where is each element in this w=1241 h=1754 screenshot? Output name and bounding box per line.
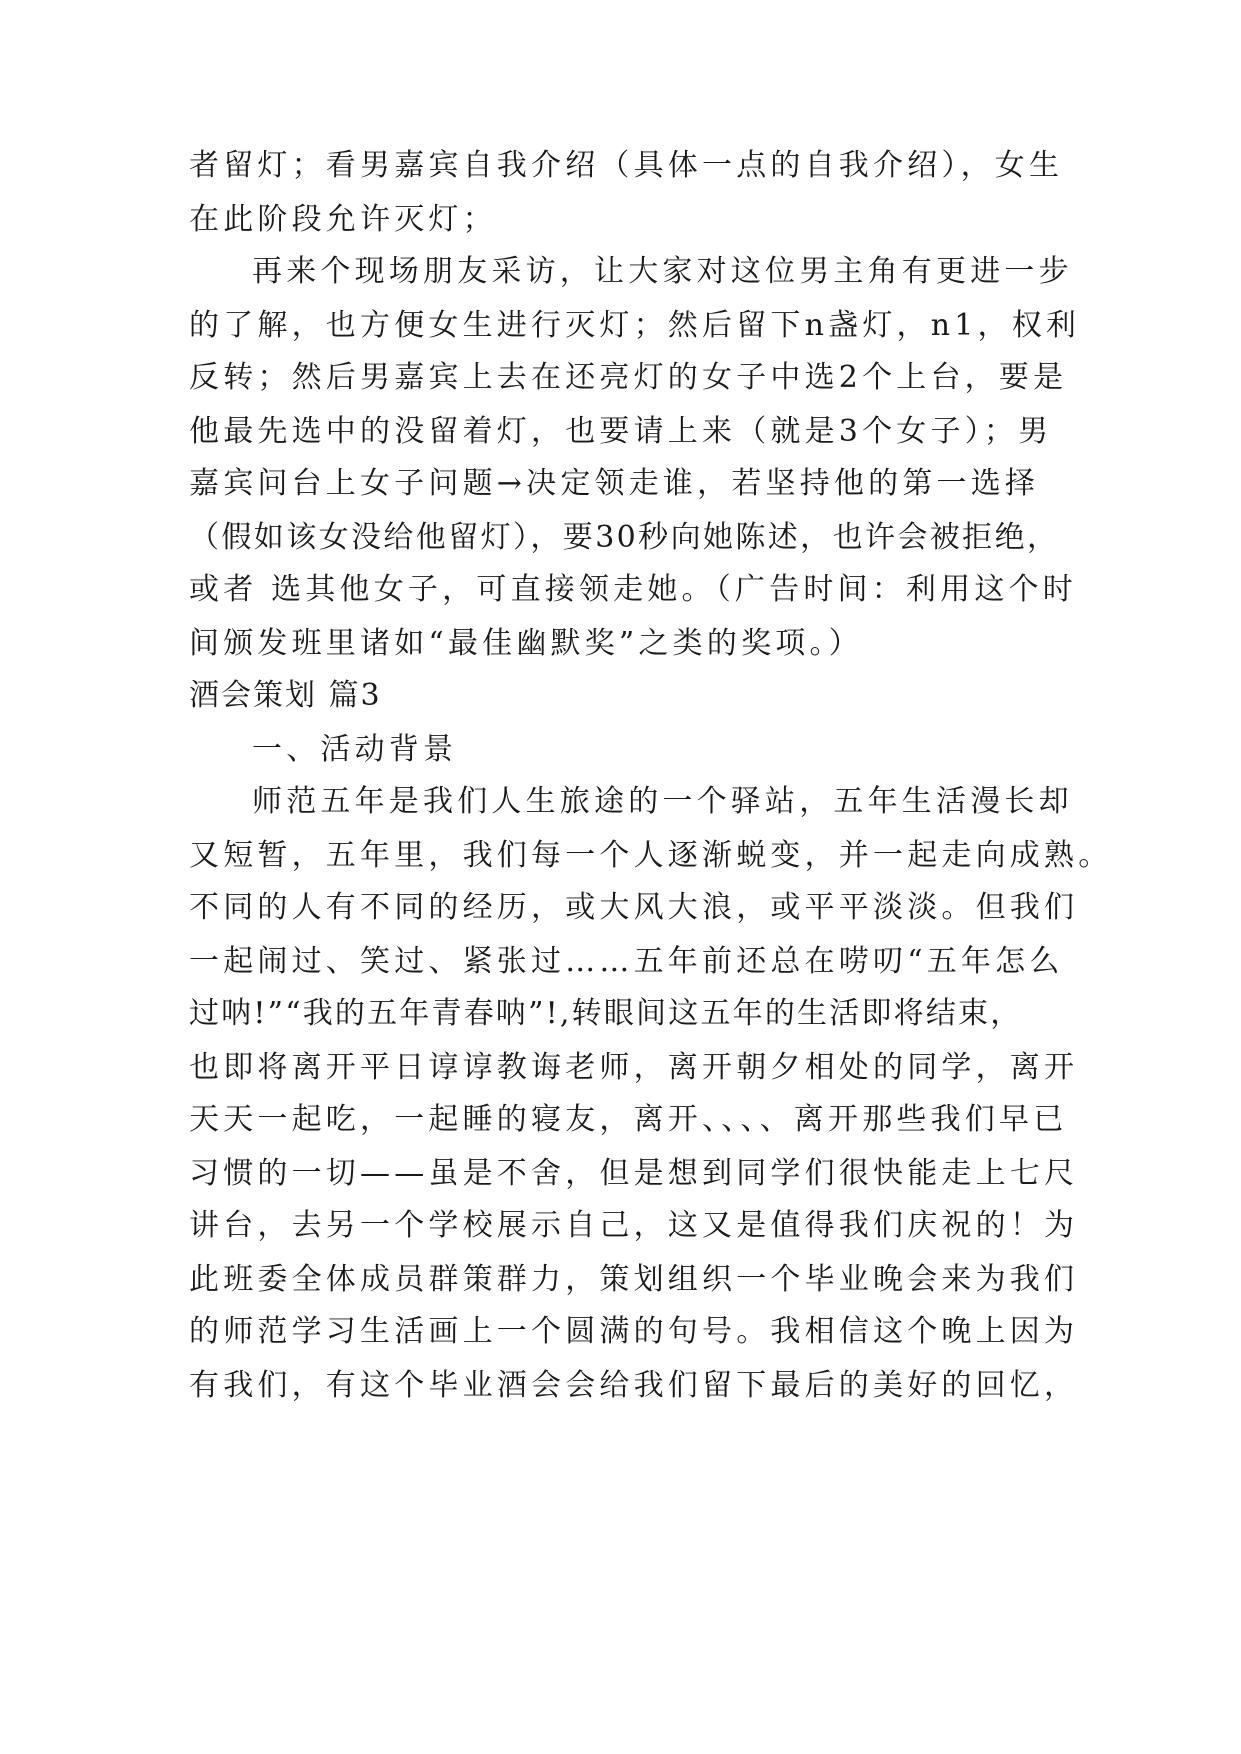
paragraph-3-line-4: 一起闹过、笑过、紧张过……五年前还总在唠叨“五年怎么 (189, 944, 1064, 979)
paragraph-2-line-8: 间颁发班里诸如“最佳幽默奖”之类的奖项。） (189, 626, 863, 661)
paragraph-2-line-5: 嘉宾问台上女子问题→决定领走谁，若坚持他的第一选择 (189, 466, 1040, 501)
paragraph-3-line-5: 过呐!”“我的五年青春呐”!,转眼间这五年的生活即将结束， (189, 996, 1023, 1031)
paragraph-2-line-4: 他最先选中的没留着灯，也要请上来（就是3个女子）；男 (189, 414, 1053, 449)
paragraph-2-line-1: 再来个现场朋友采访，让大家对这位男主角有更进一步 (252, 254, 1073, 289)
paragraph-3-line-1: 师范五年是我们人生旅途的一个驿站，五年生活漫长却 (252, 784, 1073, 819)
paragraph-3-line-10: 此班委全体成员群策群力，策划组织一个毕业晚会来为我们 (189, 1262, 1079, 1297)
paragraph-2-line-3: 反转；然后男嘉宾上去在还亮灯的女子中选2个上台，要是 (189, 360, 1068, 395)
paragraph-3-line-2: 又短暂，五年里，我们每一个人逐渐蜕变，并一起走向成熟。 (189, 838, 1113, 873)
paragraph-2-line-2: 的了解，也方便女生进行灭灯；然后留下n盏灯，n1，权利 (189, 308, 1081, 343)
paragraph-2-line-6: （假如该女没给他留灯），要30秒向她陈述，也许会被拒绝， (189, 520, 1060, 555)
paragraph-3-line-3: 不同的人有不同的经历，或大风大浪，或平平淡淡。但我们 (189, 890, 1079, 925)
paragraph-3-line-6: 也即将离开平日谆谆教诲老师，离开朝夕相处的同学，离开 (189, 1050, 1079, 1085)
paragraph-2-line-7: 或者 选其他女子，可直接领走她。（广告时间：利用这个时 (189, 572, 1077, 607)
paragraph-3-line-7: 天天一起吃，一起睡的寝友，离开、、、、离开那些我们早已 (189, 1102, 1068, 1137)
paragraph-3-line-8: 习惯的一切——虽是不舍，但是想到同学们很快能走上七尺 (189, 1156, 1079, 1191)
subsection-title: 一、活动背景 (252, 732, 458, 767)
paragraph-3-line-12: 有我们，有这个毕业酒会会给我们留下最后的美好的回忆， (189, 1368, 1079, 1403)
paragraph-3-line-11: 的师范学习生活画上一个圆满的句号。我相信这个晚上因为 (189, 1314, 1079, 1349)
paragraph-1-line-2: 在此阶段允许灭灯； (189, 202, 497, 237)
section-title: 酒会策划 篇3 (189, 678, 382, 713)
paragraph-1-line-1: 者留灯；看男嘉宾自我介绍（具体一点的自我介绍），女生 (189, 148, 1064, 183)
paragraph-3-line-9: 讲台，去另一个学校展示自己，这又是值得我们庆祝的！为 (189, 1208, 1079, 1243)
